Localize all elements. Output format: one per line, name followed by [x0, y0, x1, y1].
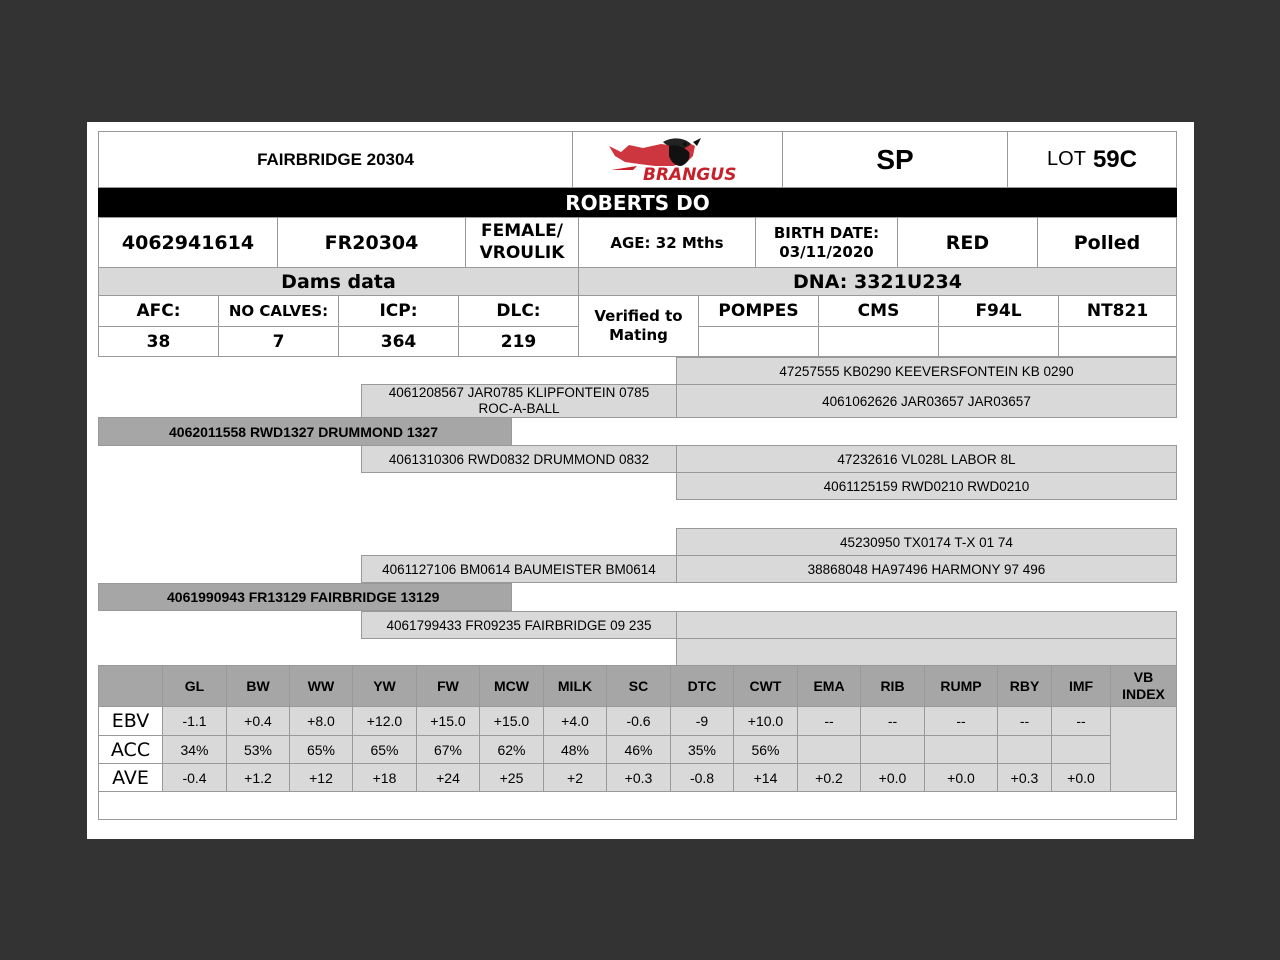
ebv-corner-cell [98, 665, 163, 707]
ebv-ema: -- [797, 706, 861, 736]
ebv-col-ema: EMA [797, 665, 861, 707]
acc-gl: 34% [162, 735, 227, 764]
horn-status: Polled [1037, 217, 1177, 268]
lot-label [1007, 131, 1177, 188]
pedigree-sire-sire: 4061208567 JAR0785 KLIPFONTEIN 0785 ROC-A-BALL [361, 384, 677, 418]
dam-afc-label: AFC: [98, 295, 219, 327]
acc-ema [797, 735, 861, 764]
acc-milk: 48% [543, 735, 607, 764]
lot-prefix: LOT [1047, 148, 1086, 170]
acc-mcw: 62% [479, 735, 544, 764]
animal-id: 4062941614 [98, 217, 278, 268]
pedigree-dam-dam: 4061799433 FR09235 FAIRBRIDGE 09 235 [361, 611, 677, 639]
dna-pompes-label: POMPES [698, 295, 819, 327]
acc-rib [860, 735, 925, 764]
pedigree-sire-dam: 4061310306 RWD0832 DRUMMOND 0832 [361, 445, 677, 473]
pedigree-dds [676, 611, 1177, 639]
ave-ww: +12 [289, 763, 353, 792]
ebv-imf: -- [1051, 706, 1111, 736]
animal-sex: FEMALE/ VROULIK [465, 217, 579, 268]
ave-gl: -0.4 [162, 763, 227, 792]
ebv-col-sc: SC [606, 665, 671, 707]
ebv-fw: +15.0 [416, 706, 480, 736]
acc-row-label: ACC [98, 735, 163, 764]
pedigree-ssd: 4061062626 JAR03657 JAR03657 [676, 384, 1177, 418]
pedigree-dss: 45230950 TX0174 T-X 01 74 [676, 528, 1177, 556]
dna-f94l-label: F94L [938, 295, 1059, 327]
ave-cwt: +14 [733, 763, 798, 792]
ebv-milk: +4.0 [543, 706, 607, 736]
ebv-gl: -1.1 [162, 706, 227, 736]
acc-rump [924, 735, 998, 764]
ave-ema: +0.2 [797, 763, 861, 792]
ave-rump: +0.0 [924, 763, 998, 792]
ave-dtc: -0.8 [670, 763, 734, 792]
dna-heading: DNA: 3321U234 [578, 267, 1177, 296]
animal-age: AGE: 32 Mths [578, 217, 756, 268]
animal-name: FAIRBRIDGE 20304 [98, 131, 573, 188]
ebv-col-vb-index: VB INDEX [1110, 665, 1177, 707]
ebv-cwt: +10.0 [733, 706, 798, 736]
ave-imf: +0.0 [1051, 763, 1111, 792]
pedigree-dam: 4061990943 FR13129 FAIRBRIDGE 13129 [98, 583, 512, 611]
ebv-col-rib: RIB [860, 665, 925, 707]
dna-cms-value [818, 326, 939, 357]
dam-calves-label: NO CALVES: [218, 295, 339, 327]
ebv-yw: +12.0 [352, 706, 417, 736]
acc-rby [997, 735, 1052, 764]
ave-yw: +18 [352, 763, 417, 792]
dna-f94l-value [938, 326, 1059, 357]
brangus-logo [572, 131, 783, 188]
ave-fw: +24 [416, 763, 480, 792]
acc-sc: 46% [606, 735, 671, 764]
pedigree-dam-sire: 4061127106 BM0614 BAUMEISTER BM0614 [361, 555, 677, 583]
dna-verified: Verified to Mating [578, 295, 699, 357]
dam-afc-value: 38 [98, 326, 219, 357]
dam-icp-value: 364 [338, 326, 459, 357]
ebv-col-rump: RUMP [924, 665, 998, 707]
dna-nt821-label: NT821 [1058, 295, 1177, 327]
ebv-col-fw: FW [416, 665, 480, 707]
ebv-sc: -0.6 [606, 706, 671, 736]
ave-row-label: AVE [98, 763, 163, 792]
svg-text:BRANGUS: BRANGUS [642, 164, 736, 184]
ebv-col-dtc: DTC [670, 665, 734, 707]
ebv-ww: +8.0 [289, 706, 353, 736]
ave-rib: +0.0 [860, 763, 925, 792]
ebv-col-ww: WW [289, 665, 353, 707]
ebv-col-mcw: MCW [479, 665, 544, 707]
ebv-col-milk: MILK [543, 665, 607, 707]
animal-colour: RED [897, 217, 1038, 268]
acc-imf [1051, 735, 1111, 764]
pedigree-sire: 4062011558 RWD1327 DRUMMOND 1327 [98, 417, 512, 446]
ave-rby: +0.3 [997, 763, 1052, 792]
brangus-logo-icon [603, 136, 753, 184]
owner-name: ROBERTS DO [98, 188, 1177, 217]
table-footer-row [98, 791, 1177, 820]
dam-dlc-value: 219 [458, 326, 579, 357]
dam-calves-value: 7 [218, 326, 339, 357]
dam-dlc-label: DLC: [458, 295, 579, 327]
breed-code: SP [782, 131, 1008, 188]
ebv-col-yw: YW [352, 665, 417, 707]
ebv-col-imf: IMF [1051, 665, 1111, 707]
ebv-rib: -- [860, 706, 925, 736]
acc-bw: 53% [226, 735, 290, 764]
pedigree-ddd [676, 638, 1177, 666]
acc-fw: 67% [416, 735, 480, 764]
dna-nt821-value [1058, 326, 1177, 357]
dna-cms-label: CMS [818, 295, 939, 327]
ebv-mcw: +15.0 [479, 706, 544, 736]
pedigree-sss: 47257555 KB0290 KEEVERSFONTEIN KB 0290 [676, 357, 1177, 385]
birth-date: BIRTH DATE: 03/11/2020 [755, 217, 898, 268]
acc-ww: 65% [289, 735, 353, 764]
pedigree-dsd: 38868048 HA97496 HARMONY 97 496 [676, 555, 1177, 583]
acc-dtc: 35% [670, 735, 734, 764]
ebv-col-rby: RBY [997, 665, 1052, 707]
ave-mcw: +25 [479, 763, 544, 792]
ebv-rby: -- [997, 706, 1052, 736]
ebv-dtc: -9 [670, 706, 734, 736]
dams-data-heading: Dams data [98, 267, 579, 296]
ebv-col-cwt: CWT [733, 665, 798, 707]
ebv-col-bw: BW [226, 665, 290, 707]
pedigree-sdd: 4061125159 RWD0210 RWD0210 [676, 472, 1177, 500]
dam-icp-label: ICP: [338, 295, 459, 327]
dna-pompes-value [698, 326, 819, 357]
lot-card [87, 122, 1194, 839]
pedigree-sds: 47232616 VL028L LABOR 8L [676, 445, 1177, 473]
ave-sc: +0.3 [606, 763, 671, 792]
ebv-rump: -- [924, 706, 998, 736]
ave-bw: +1.2 [226, 763, 290, 792]
ebv-bw: +0.4 [226, 706, 290, 736]
animal-tag: FR20304 [277, 217, 466, 268]
ebv-col-gl: GL [162, 665, 227, 707]
vb-index-value [1110, 706, 1177, 792]
ave-milk: +2 [543, 763, 607, 792]
ebv-row-label: EBV [98, 706, 163, 736]
acc-cwt: 56% [733, 735, 798, 764]
lot-number: 59C [1092, 145, 1137, 173]
acc-yw: 65% [352, 735, 417, 764]
